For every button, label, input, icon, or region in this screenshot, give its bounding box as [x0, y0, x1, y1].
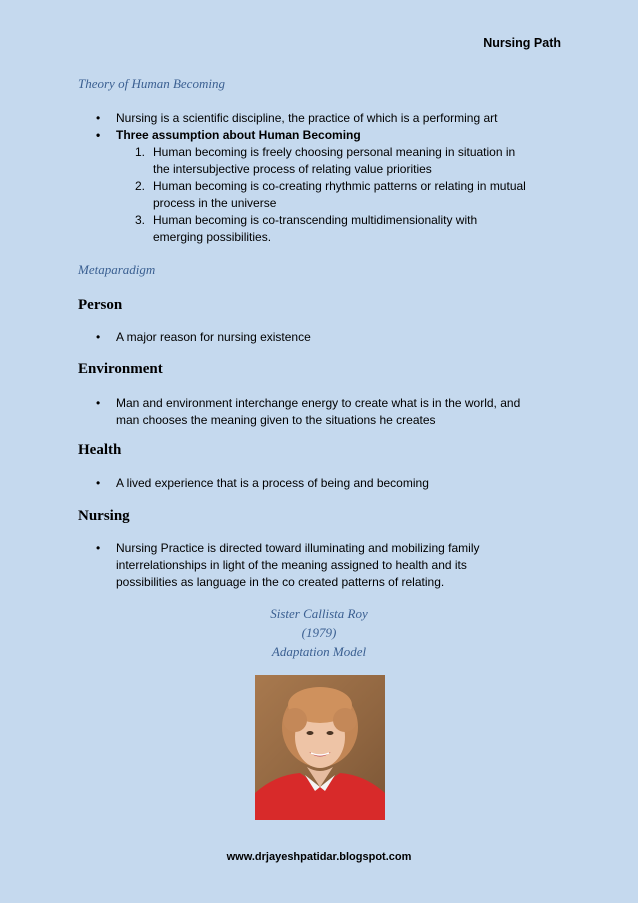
environment-bullets [78, 395, 563, 429]
list-item: 3. Human becoming is co-transcending multidimensionality with emerging possibilities. [135, 213, 478, 244]
nursing-bullets [78, 540, 563, 591]
credit-name: Sister Callista Roy [270, 606, 368, 621]
list-item: • Three assumption about Human Becoming [78, 127, 563, 144]
metaparadigm-section [78, 262, 563, 278]
person-heading: Person [78, 297, 123, 313]
person-section [78, 297, 563, 314]
portrait-photo [255, 675, 385, 820]
list-item: • A major reason for nursing existence [78, 329, 563, 346]
environment-section [78, 361, 563, 378]
theory-bullets [78, 110, 563, 246]
theory-section [78, 76, 563, 92]
credit-year: (1979) [301, 625, 337, 640]
list-item: 1. Human becoming is freely choosing personal meaning in situation in the intersubjective process of relating value priorities [135, 145, 516, 176]
credit-block [0, 604, 638, 661]
person-bullets [78, 329, 563, 346]
nursing-heading: Nursing [78, 508, 130, 524]
credit-model: Adaptation Model [271, 644, 367, 659]
health-bullets [78, 475, 563, 492]
list-item: • Nursing Practice is directed toward illuminating and mobilizing family interrelationships in light of the meaning assigned to health and its possibilities as language in the co created patterns of relating. [78, 540, 563, 591]
environment-heading: Environment [78, 361, 163, 377]
portrait-illustration [255, 675, 385, 820]
nursing-section [78, 508, 563, 525]
list-item: 2. Human becoming is co-creating rhythmic patterns or relating in mutual process in the universe [135, 179, 526, 210]
assumptions-list [78, 144, 563, 246]
list-item: • A lived experience that is a process of being and becoming [78, 475, 563, 492]
health-section [78, 442, 563, 459]
metaparadigm-heading: Metaparadigm [78, 262, 156, 277]
header-title: Nursing Path [483, 36, 561, 50]
theory-heading: Theory of Human Becoming [78, 76, 225, 91]
list-item: • Nursing is a scientific discipline, the practice of which is a performing art [78, 110, 563, 127]
footer-url: www.drjayeshpatidar.blogspot.com [226, 851, 412, 863]
list-item: • Man and environment interchange energy to create what is in the world, and man chooses the meaning given to the situations he creates [78, 395, 563, 429]
health-heading: Health [78, 442, 122, 458]
